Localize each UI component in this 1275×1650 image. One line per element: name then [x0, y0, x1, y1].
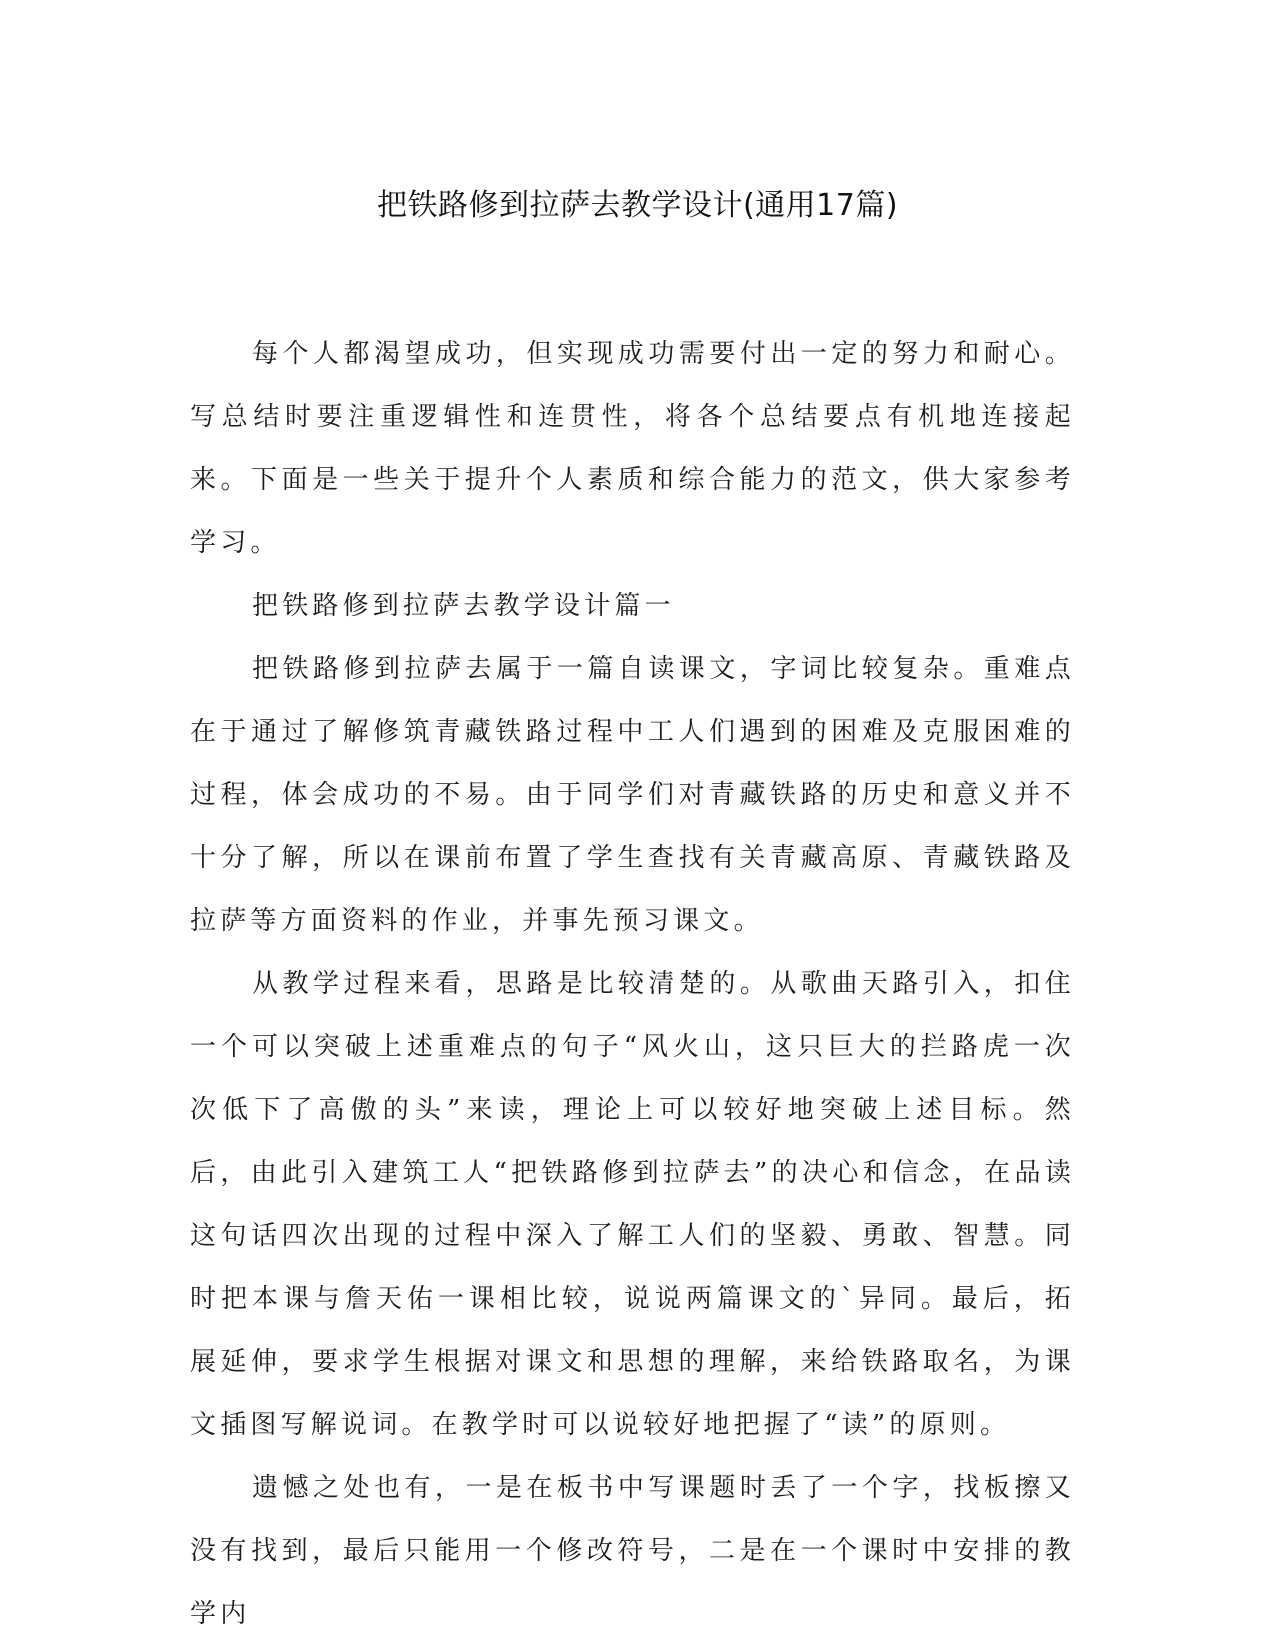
document-title: 把铁路修到拉萨去教学设计(通用17篇): [376, 188, 899, 223]
section-heading: 把铁路修到拉萨去教学设计篇一: [252, 591, 675, 621]
body-paragraph: 把铁路修到拉萨去属于一篇自读课文，字词比较复杂。重难点在于通过了解修筑青藏铁路过程中工人们遇到的困难及克服困难的过程，体会成功的不易。由于同学们对青藏铁路的历史和意义并不十分了解，所以在课前布置了学生查找有关青藏高原、青藏铁路及拉萨等方面资料的作业，并事先预习课文。: [190, 654, 1075, 936]
body-paragraph: 从教学过程来看，思路是比较清楚的。从歌曲天路引入，扣住一个可以突破上述重难点的句子“风火山，这只巨大的拦路虎一次次低下了高傲的头”来读，理论上可以较好地突破上述目标。然后，由此引入建筑工人“把铁路修到拉萨去”的决心和信念，在品读这句话四次出现的过程中深入了解工人们的坚毅、勇敢、智慧。同时把本课与詹天佑一课相比较，说说两篇课文的`异同。最后，拓展延伸，要求学生根据对课文和思想的理解，来给铁路取名，为课文插图写解说词。在教学时可以说较好地把握了“读”的原则。: [190, 969, 1075, 1440]
document-body: [190, 323, 1075, 1646]
intro-paragraph: 每个人都渴望成功，但实现成功需要付出一定的努力和耐心。写总结时要注重逻辑性和连贯性，将各个总结要点有机地连接起来。下面是一些关于提升个人素质和综合能力的范文，供大家参考学习。: [190, 339, 1075, 558]
body-paragraph: 遗憾之处也有，一是在板书中写课题时丢了一个字，找板擦又没有找到，最后只能用一个修改符号，二是在一个课时中安排的教学内: [190, 1473, 1075, 1629]
